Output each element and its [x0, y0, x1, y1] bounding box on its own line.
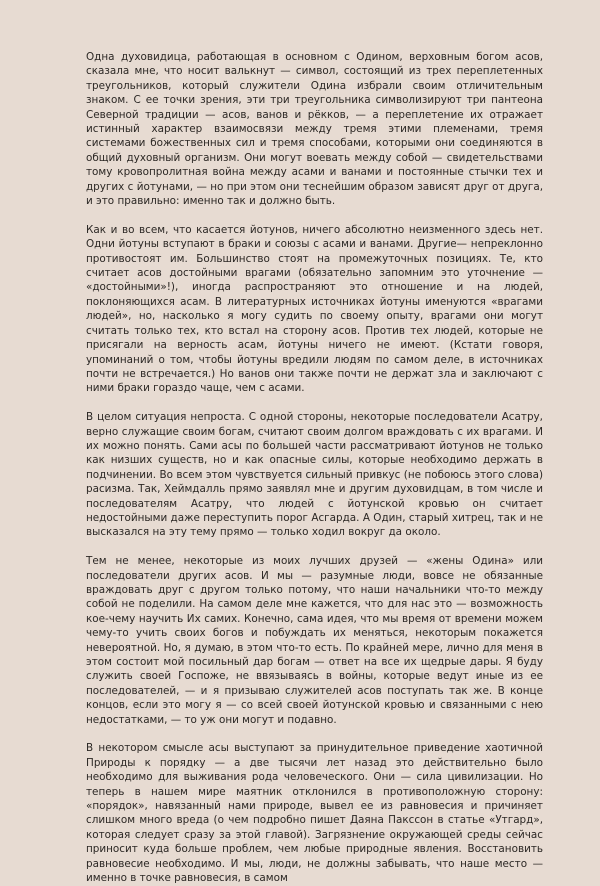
paragraph-jotuns: Как и во всем, что касается йотунов, ничего абсолютно неизменного здесь нет. Одни йотуны вступают в браки и союзы с асами и ванами. Другие— непреклонно противостоят им. Большинство стоят на промежуточных позициях. Те, кто считает асов достойными врагами (обязательно запомним это уточнение — «достойными»!), иногда распространяют это отношение и на людей, поклоняющихся асам. В литературных источниках йотуны именуются «врагами людей», но, насколько я могу судить по своему опыту, врагами они могут считать только тех, кто встал на сторону асов. Против тех людей, которые не присягали на верность асам, йотуны ничего не имеют. (Кстати говоря, упоминаний о том, чтобы йотуны вредили людям по самом деле, в источниках почти не встречается.) Но ванов они также почти не держат зла и заключают с ними браки гораздо чаще, чем с асами.	[86, 223, 543, 395]
paragraph-friends: Тем не менее, некоторые из моих лучших друзей — «жены Одина» или последователи других асов. И мы — разумные люди, вовсе не обязанные враждовать друг с другом только потому, что наши начальники что-то между собой не поделили. На самом деле мне кажется, что для нас это — возможность кое-чему научить Их самих. Конечно, сама идея, что мы время от времени можем чему-то учить своих богов и побуждать их меняться, некоторым покажется невероятной. Но, я думаю, в этом что-то есть. По крайней мере, лично для меня в этом состоит мой посильный дар богам — ответ на все их щедрые дары. Я буду служить своей Госпоже, не ввязываясь в войны, которые ведут иные из ее последователей, — и я призываю служителей асов поступать так же. В конце концов, если это могу я — со всей своей йотунской кровью и связанными с нею недостатками, — то уж они могут и подавно.	[86, 555, 543, 726]
paragraph-situation: В целом ситуация непроста. С одной стороны, некоторые последователи Асатру, верно служащие своим богам, считают своим долгом враждовать с их врагами. И их можно понять. Сами асы по большей части рассматривают йотунов не только как низших существ, но и как опасные силы, которые необходимо держать в подчинении. Во всем этом чувствуется сильный привкус (не побоюсь этого слова) расизма. Так, Хеймдалль прямо заявлял мне и другим духовидцам, в том числе и последователям Асатру, что людей с йотунской кровью он считает недостойными даже переступить порог Асгарда. А Один, старый хитрец, так и не высказался на эту тему прямо — только ходил вокруг да около.	[86, 411, 543, 539]
paragraph-order: В некотором смысле асы выступают за принудительное приведение хаотичной Природы к порядку — а две тысячи лет назад это действительно было необходимо для выживания рода человеческого. Они — сила цивилизации. Но теперь в нашем мире маятник отклонился в противоположную сторону: «порядок», навязанный нами природе, вывел ее из равновесия и причиняет слишком много вреда (о чем подробно пишет Даяна Паксcон в статье «Утгард», которая следует сразу за этой главой). Загрязнение окружающей среды сейчас приносит куда больше проблем, чем любые природные явления. Восстановить равновесие необходимо. И мы, люди, не должны забывать, что наше место — именно в точке равновесия, в самом	[86, 742, 543, 885]
document-page	[86, 50, 543, 886]
paragraph-valknut: Одна духовидица, работающая в основном с Одином, верховным богом асов, сказала мне, что носит валькнут — символ, состоящий из трех переплетенных треугольников, который служители Одина избрали своим отличительным знаком. С ее точки зрения, эти три треугольника символизируют три пантеона Северной традиции — асов, ванов и рёкков, — а переплетение их отражает истинный характер взаимосвязи между тремя этими племенами, тремя системами божественных сил и тремя способами, которыми они соединяются в общий духовный организм. Они могут воевать между собой — свидетельствами тому кровопролитная война между асами и ванами и постоянные стычки тех и других с йотунами, — но при этом они теснейшим образом зависят друг от друга, и это правильно: именно так и должно быть.	[86, 51, 543, 208]
